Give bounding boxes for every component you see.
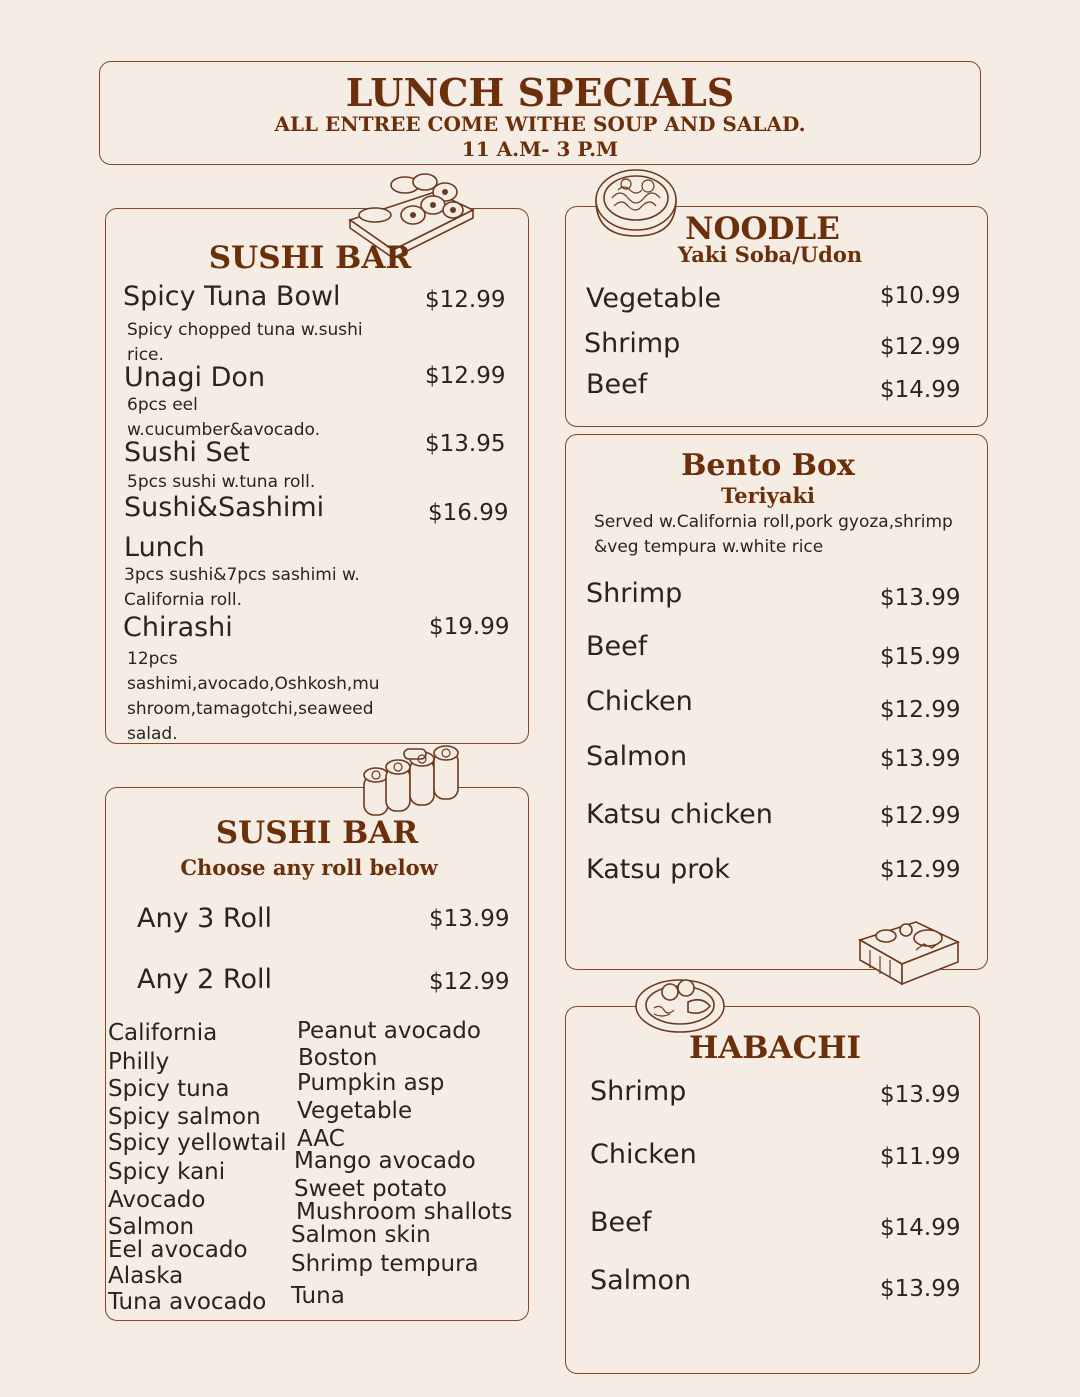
sushi-rolls-icon (360, 745, 472, 823)
page-hours: 11 A.M- 3 P.M (461, 137, 619, 161)
menu-item-price: $11.99 (880, 1144, 961, 1170)
page-title: LUNCH SPECIALS (345, 70, 735, 115)
menu-item-name: Shrimp (586, 578, 683, 609)
sushi-roll-title: SUSHI BAR (215, 815, 419, 851)
sushi-bar-title: SUSHI BAR (208, 240, 412, 276)
menu-item-price: $12.99 (880, 697, 961, 723)
menu-item-name: Shrimp (590, 1076, 687, 1107)
roll-list-item: Boston (298, 1045, 378, 1071)
roll-list-item: Spicy kani (108, 1159, 226, 1185)
menu-item-name: Chicken (586, 686, 693, 717)
menu-item-desc: sashimi,avocado,Oshkosh,mu (127, 674, 380, 694)
roll-list-item: Spicy tuna (108, 1076, 230, 1102)
menu-item-name: Spicy Tuna Bowl (123, 281, 341, 312)
menu-item-price: $16.99 (428, 500, 509, 526)
menu-item-desc: 12pcs (127, 649, 178, 669)
roll-list-item: Spicy yellowtail (108, 1130, 287, 1156)
roll-list-item: AAC (297, 1126, 345, 1152)
roll-list-item: Pumpkin asp (297, 1070, 445, 1096)
menu-item-name: Beef (586, 631, 648, 662)
noodle-title: NOODLE (685, 211, 840, 247)
menu-item-name: Chicken (590, 1139, 697, 1170)
menu-item-desc: w.cucumber&avocado. (127, 420, 320, 440)
menu-item-price: $13.99 (880, 746, 961, 772)
bento-desc: Served w.California roll,pork gyoza,shrimp (594, 512, 953, 532)
roll-list-item: Philly (108, 1049, 170, 1075)
menu-item-name: Chirashi (123, 612, 233, 643)
menu-item-desc: California roll. (124, 590, 242, 610)
menu-item-name: Sushi Set (124, 437, 250, 468)
menu-item-name: Sushi&Sashimi (124, 492, 325, 523)
roll-list-item: Vegetable (297, 1098, 413, 1124)
roll-list-item: Peanut avocado (297, 1018, 481, 1044)
menu-item-name: Salmon (590, 1265, 692, 1296)
menu-item-name: Shrimp (584, 328, 681, 359)
menu-item-desc: shroom,tamagotchi,seaweed (127, 699, 374, 719)
bento-subtitle: Teriyaki (721, 483, 815, 508)
page-subtitle: ALL ENTREE COME WITHE SOUP AND SALAD. (274, 112, 806, 136)
menu-item-price: $13.99 (880, 585, 961, 611)
roll-option-price: $12.99 (429, 969, 510, 995)
menu-item-desc: Spicy chopped tuna w.sushi (127, 320, 363, 340)
menu-item-name: Katsu chicken (586, 799, 773, 830)
habachi-plate-icon (632, 972, 728, 1036)
roll-list-item: Eel avocado (108, 1237, 248, 1263)
roll-list-item: Avocado (108, 1187, 206, 1213)
menu-item-price: $13.99 (880, 1082, 961, 1108)
menu-item-price: $14.99 (880, 1215, 961, 1241)
menu-item-desc: 6pcs eel (127, 395, 198, 415)
habachi-title: HABACHI (688, 1030, 862, 1066)
menu-item-desc: 3pcs sushi&7pcs sashimi w. (124, 565, 360, 585)
menu-item-name: Beef (586, 369, 648, 400)
roll-list-item: Salmon skin (291, 1222, 431, 1248)
menu-item-price: $12.99 (880, 857, 961, 883)
menu-item-name: Beef (590, 1207, 652, 1238)
roll-list-item: Mushroom shallots (296, 1199, 513, 1225)
menu-item-desc: rice. (127, 345, 164, 365)
roll-list-item: Sweet potato (294, 1176, 447, 1202)
menu-item-name: Katsu prok (586, 854, 730, 885)
roll-list-item: Shrimp tempura (291, 1251, 479, 1277)
sushi-roll-subtitle: Choose any roll below (180, 855, 438, 880)
menu-item-price: $12.99 (425, 363, 506, 389)
roll-list-item: Alaska (108, 1263, 184, 1289)
roll-list-item: Spicy salmon (108, 1104, 261, 1130)
roll-option-name: Any 2 Roll (137, 964, 272, 995)
menu-item-price: $13.99 (880, 1276, 961, 1302)
menu-item-price: $10.99 (880, 283, 961, 309)
menu-item-desc: 5pcs sushi w.tuna roll. (127, 472, 316, 492)
roll-list-item: Tuna avocado (108, 1289, 267, 1315)
menu-item-name: Salmon (586, 741, 688, 772)
menu-item-name: Lunch (124, 532, 205, 563)
roll-list-item: California (108, 1020, 218, 1046)
menu-item-name: Unagi Don (124, 362, 266, 393)
menu-item-price: $12.99 (425, 287, 506, 313)
menu-item-desc: salad. (127, 724, 178, 744)
noodle-subtitle: Yaki Soba/Udon (677, 242, 863, 267)
bento-title: Bento Box (681, 448, 855, 483)
menu-item-price: $14.99 (880, 377, 961, 403)
roll-option-name: Any 3 Roll (137, 903, 272, 934)
roll-list-item: Mango avocado (294, 1148, 476, 1174)
roll-list-item: Salmon (108, 1214, 195, 1240)
menu-item-name: Vegetable (586, 283, 722, 314)
roll-option-price: $13.99 (429, 906, 510, 932)
roll-list-item: Tuna (291, 1283, 345, 1309)
menu-item-price: $15.99 (880, 644, 961, 670)
bento-box-icon (856, 910, 962, 988)
menu-item-price: $19.99 (429, 614, 510, 640)
menu-item-price: $12.99 (880, 803, 961, 829)
menu-item-price: $13.95 (425, 431, 506, 457)
menu-item-price: $12.99 (880, 334, 961, 360)
bento-desc: &veg tempura w.white rice (594, 537, 824, 557)
